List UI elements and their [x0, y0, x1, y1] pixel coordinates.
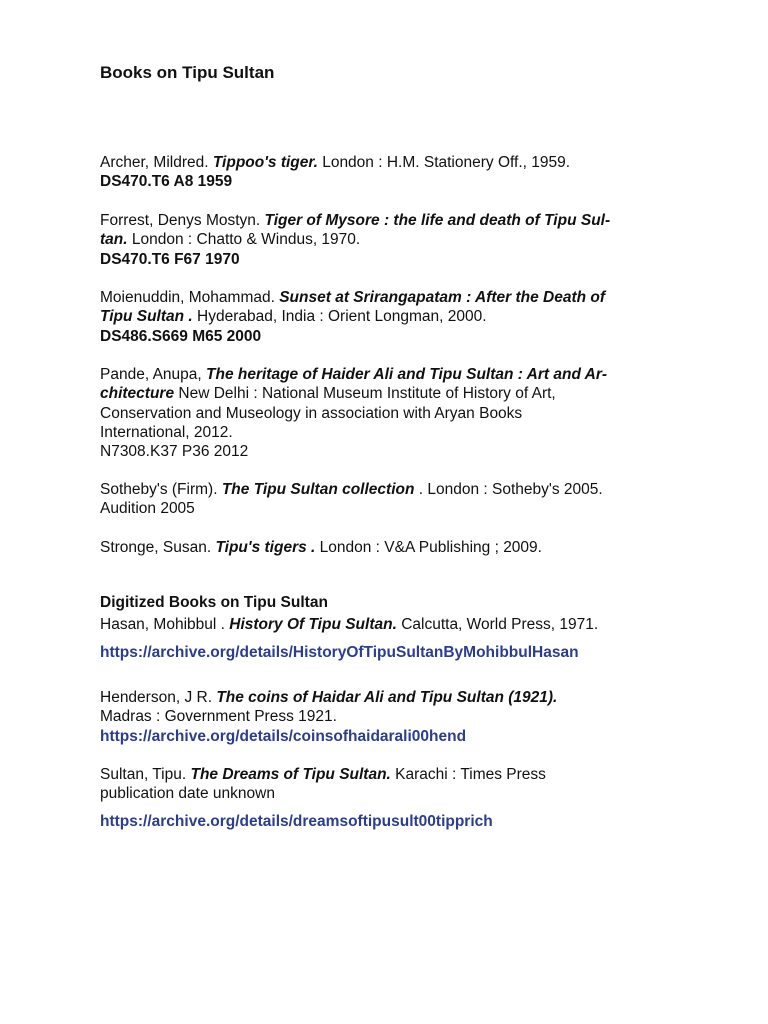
- entry-publication: London : Chatto & Windus, 1970.: [127, 231, 361, 249]
- entry-publication: . London : Sotheby's 2005.: [414, 481, 603, 498]
- section-heading-digitized: Digitized Books on Tipu Sultan: [100, 594, 328, 611]
- entry-publication: New Delhi : National Museum Institute of History of Art,: [174, 385, 556, 403]
- entry-note: Audition 2005: [100, 500, 195, 518]
- entry-title-continued: tan.: [100, 231, 128, 249]
- entry-title: Tippoo's tiger.: [212, 154, 318, 171]
- entry-publication: Hyderabad, India : Orient Longman, 2000.: [197, 308, 487, 326]
- entry-author: Forrest, Denys Mostyn.: [100, 212, 265, 229]
- digitized-entry: [100, 688, 680, 746]
- entry-author: Hasan, Mohibbul .: [100, 616, 230, 633]
- entry-publication-continued: Conservation and Museology in association with Aryan Books: [100, 404, 523, 422]
- bibliography-entry: [100, 365, 680, 461]
- entry-publication-continued: publication date unknown: [100, 785, 275, 803]
- entry-title: History Of Tipu Sultan.: [229, 616, 397, 633]
- archive-link[interactable]: https://archive.org/details/dreamsoftipusult00tipprich: [100, 812, 493, 830]
- entry-title: The coins of Haidar Ali and Tipu Sultan (1921).: [216, 689, 558, 706]
- entry-call-number: DS486.S669 M65 2000: [100, 327, 262, 345]
- entry-call-number: DS470.T6 A8 1959: [100, 173, 233, 191]
- entry-author: Sultan, Tipu.: [100, 766, 191, 783]
- digitized-entry: [100, 765, 680, 831]
- entry-title: Sunset at Srirangapatam : After the Death of: [279, 289, 606, 306]
- archive-link[interactable]: https://archive.org/details/HistoryOfTipuSultanByMohibbulHasan: [100, 644, 579, 662]
- entry-title-continued: chitecture: [100, 385, 175, 403]
- entry-publication-continued: International, 2012.: [100, 423, 233, 441]
- entry-author: Sotheby's (Firm).: [100, 481, 222, 498]
- entry-title: Tiger of Mysore : the life and death of Tipu Sul-: [264, 212, 611, 229]
- entry-author: Archer, Mildred.: [100, 154, 213, 171]
- digitized-entry: [100, 615, 680, 663]
- entry-call-number: DS470.T6 F67 1970: [100, 250, 240, 268]
- entry-author: Stronge, Susan.: [100, 539, 216, 556]
- entry-title-continued: Tipu Sultan .: [100, 308, 198, 326]
- entry-author: Henderson, J R.: [100, 689, 217, 706]
- entry-title: Tipu's tigers .: [215, 539, 320, 556]
- entry-publication: Madras : Government Press 1921.: [100, 708, 337, 726]
- entry-title: The heritage of Haider Ali and Tipu Sultan : Art and Ar-: [206, 366, 608, 383]
- entry-call-number: N7308.K37 P36 2012: [100, 443, 249, 461]
- entry-publication: London : V&A Publishing ; 2009.: [319, 539, 542, 556]
- bibliography-entry: [100, 153, 680, 192]
- entry-author: Pande, Anupa,: [100, 366, 207, 383]
- bibliography-entry: [100, 538, 680, 557]
- entry-publication: London : H.M. Stationery Off., 1959.: [317, 154, 571, 171]
- bibliography-entry: [100, 211, 680, 269]
- bibliography-entry: [100, 288, 680, 346]
- entry-title: The Tipu Sultan collection: [221, 481, 415, 498]
- entry-author: Moienuddin, Mohammad.: [100, 289, 280, 306]
- archive-link[interactable]: https://archive.org/details/coinsofhaidarali00hend: [100, 727, 467, 745]
- entry-title: The Dreams of Tipu Sultan.: [190, 766, 391, 783]
- page-title: Books on Tipu Sultan: [100, 63, 275, 82]
- entry-publication: Calcutta, World Press, 1971.: [396, 616, 599, 633]
- bibliography-entry: [100, 480, 680, 519]
- entry-publication: Karachi : Times Press: [390, 766, 546, 783]
